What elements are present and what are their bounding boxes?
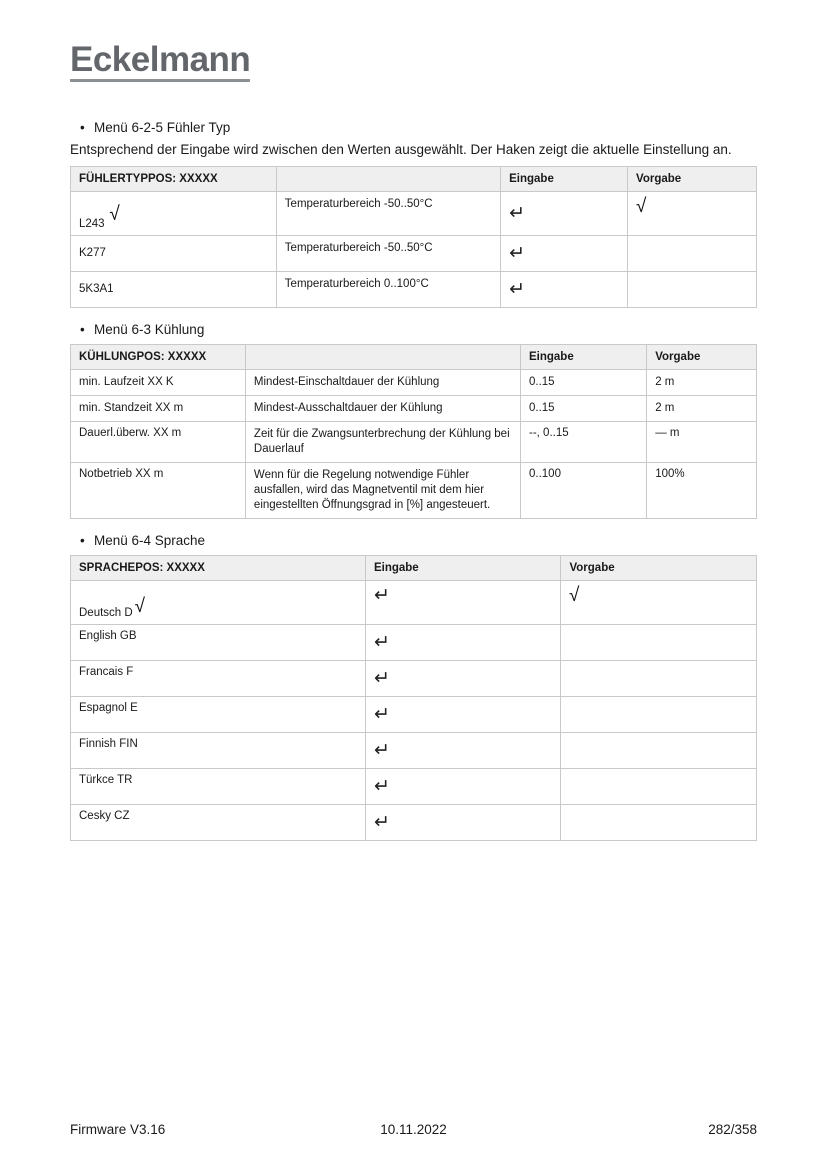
- option-label: Deutsch D: [79, 606, 133, 619]
- page-footer: [70, 1122, 757, 1137]
- checkmark-icon: √: [636, 195, 647, 218]
- footer-page-number: 282/358: [708, 1122, 757, 1137]
- desc-cell: Mindest-Einschaltdauer der Kühlung: [245, 369, 520, 395]
- enter-key-icon: ↵: [373, 703, 390, 725]
- name-cell: Francais F: [71, 660, 366, 696]
- eingabe-cell: [365, 696, 561, 732]
- desc-cell: Temperaturbereich 0..100°C: [276, 271, 500, 307]
- desc-cell: Temperaturbereich -50..50°C: [276, 235, 500, 271]
- eingabe-cell: 0..15: [521, 395, 647, 421]
- eingabe-cell: [365, 660, 561, 696]
- eingabe-cell: --, 0..15: [521, 421, 647, 462]
- desc-cell: Temperaturbereich -50..50°C: [276, 191, 500, 235]
- enter-key-icon: ↵: [373, 739, 390, 761]
- option-label: L243: [79, 217, 105, 230]
- vorgabe-cell: [628, 271, 757, 307]
- eingabe-cell: [501, 191, 628, 235]
- eingabe-header: Eingabe: [521, 344, 647, 369]
- footer-firmware: Firmware V3.16: [70, 1122, 166, 1137]
- eingabe-cell: [365, 732, 561, 768]
- name-cell: Finnish FIN: [71, 732, 366, 768]
- eingabe-cell: [501, 271, 628, 307]
- eingabe-cell: 0..100: [521, 462, 647, 518]
- name-cell: Türkce TR: [71, 768, 366, 804]
- vorgabe-cell: [561, 660, 757, 696]
- name-cell: min. Laufzeit XX K: [71, 369, 246, 395]
- enter-key-icon: ↵: [373, 811, 390, 833]
- checkmark-icon: √: [109, 203, 120, 226]
- enter-key-icon: ↵: [509, 278, 526, 300]
- section-heading-sprache: [70, 533, 757, 548]
- vorgabe-cell: [561, 580, 757, 624]
- vorgabe-cell: — m: [647, 421, 757, 462]
- vorgabe-cell: 2 m: [647, 369, 757, 395]
- desc-cell: Mindest-Ausschaltdauer der Kühlung: [245, 395, 520, 421]
- eingabe-cell: [365, 804, 561, 840]
- vorgabe-cell: [628, 191, 757, 235]
- name-cell: [71, 580, 366, 624]
- company-logo: Eckelmann: [70, 42, 250, 82]
- section-heading-kuehlung: [70, 322, 757, 337]
- table-title-cell: KÜHLUNGPOS: XXXXX: [71, 344, 246, 369]
- section-heading-text: Menü 6-2-5 Fühler Typ: [94, 120, 231, 135]
- vorgabe-cell: 100%: [647, 462, 757, 518]
- desc-cell: Wenn für die Regelung notwendige Fühler ausfallen, wird das Magnetventil mit dem hier eingestellten Öffnungsgrad in [%] angesteuert.: [245, 462, 520, 518]
- bullet-icon: •: [80, 120, 85, 135]
- eingabe-header: Eingabe: [365, 555, 561, 580]
- vorgabe-header: Vorgabe: [647, 344, 757, 369]
- fuehler-typ-table: [70, 166, 757, 308]
- checkmark-icon: √: [134, 595, 145, 618]
- eingabe-cell: [365, 624, 561, 660]
- enter-key-icon: ↵: [373, 584, 390, 606]
- vorgabe-cell: 2 m: [647, 395, 757, 421]
- table-title-cell: SPRACHEPOS: XXXXX: [71, 555, 366, 580]
- intro-paragraph: Entsprechend der Eingabe wird zwischen den Werten ausgewählt. Der Haken zeigt die aktuelle Einstellung an.: [70, 142, 732, 157]
- vorgabe-cell: [561, 804, 757, 840]
- bullet-icon: •: [80, 321, 85, 337]
- vorgabe-cell: [561, 624, 757, 660]
- section-heading-fuehler-typ: [70, 120, 757, 135]
- vorgabe-header: Vorgabe: [628, 166, 757, 191]
- enter-key-icon: ↵: [509, 242, 526, 264]
- section-heading-text: Menü 6-4 Sprache: [94, 532, 206, 548]
- checkmark-icon: √: [569, 584, 580, 607]
- name-cell: Dauerl.überw. XX m: [71, 421, 246, 462]
- name-cell: Espagnol E: [71, 696, 366, 732]
- eingabe-cell: 0..15: [521, 369, 647, 395]
- name-cell: K277: [71, 235, 277, 271]
- enter-key-icon: ↵: [373, 631, 390, 653]
- enter-key-icon: ↵: [373, 667, 390, 689]
- vorgabe-cell: [561, 768, 757, 804]
- desc-cell: Zeit für die Zwangsunterbrechung der Kühlung bei Dauerlauf: [245, 421, 520, 462]
- bullet-icon: •: [80, 532, 85, 548]
- enter-key-icon: ↵: [509, 202, 526, 224]
- enter-key-icon: ↵: [373, 775, 390, 797]
- empty-header-cell: [276, 166, 500, 191]
- vorgabe-header: Vorgabe: [561, 555, 757, 580]
- name-cell: English GB: [71, 624, 366, 660]
- eingabe-cell: [365, 580, 561, 624]
- section-heading-text: Menü 6-3 Kühlung: [94, 321, 205, 337]
- name-cell: 5K3A1: [71, 271, 277, 307]
- name-cell: [71, 191, 277, 235]
- eingabe-cell: [365, 768, 561, 804]
- name-cell: Notbetrieb XX m: [71, 462, 246, 518]
- table-title-cell: FÜHLERTYPPOS: XXXXX: [71, 166, 277, 191]
- eingabe-cell: [501, 235, 628, 271]
- name-cell: min. Standzeit XX m: [71, 395, 246, 421]
- vorgabe-cell: [561, 696, 757, 732]
- sprache-table: [70, 555, 757, 841]
- empty-header-cell: [245, 344, 520, 369]
- footer-date: 10.11.2022: [380, 1122, 447, 1137]
- vorgabe-cell: [628, 235, 757, 271]
- eingabe-header: Eingabe: [501, 166, 628, 191]
- kuehlung-table: [70, 344, 757, 519]
- name-cell: Cesky CZ: [71, 804, 366, 840]
- vorgabe-cell: [561, 732, 757, 768]
